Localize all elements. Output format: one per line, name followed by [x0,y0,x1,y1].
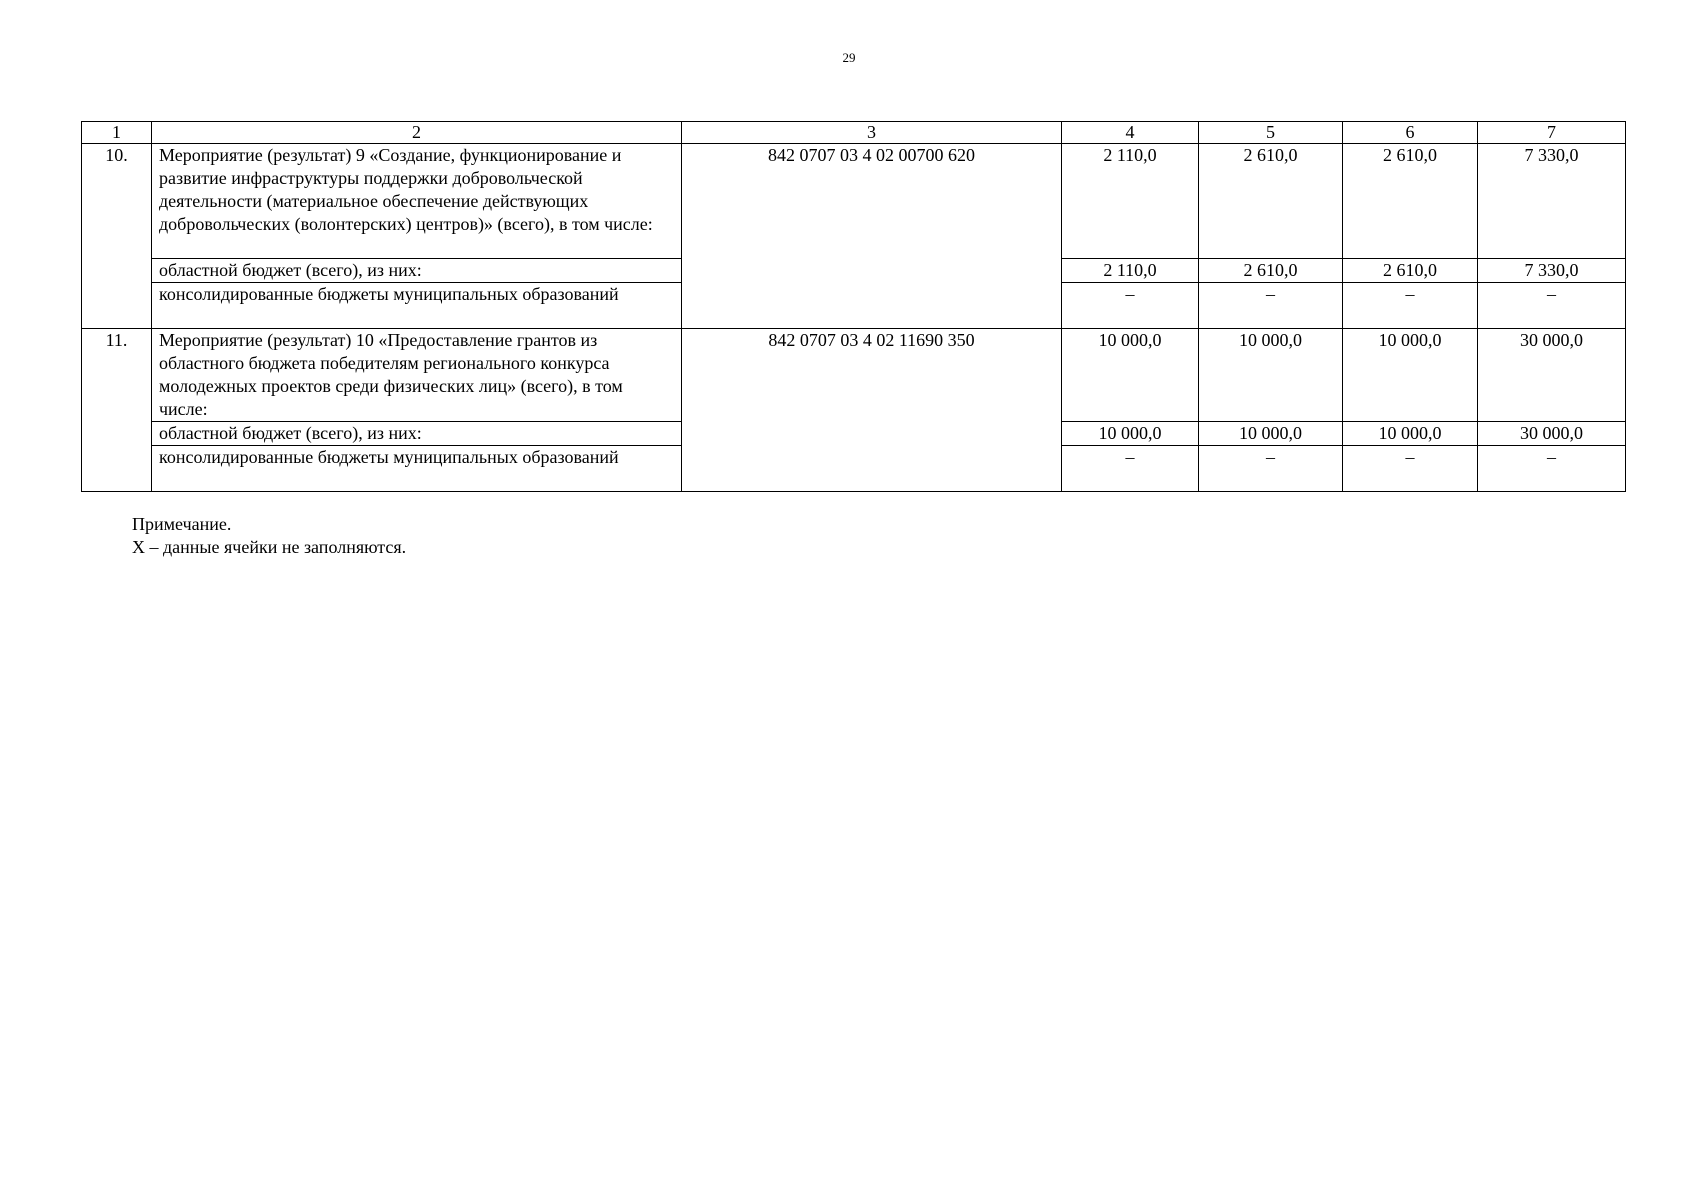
column-header-6: 6 [1343,122,1478,144]
table-header-row [82,122,1626,144]
amount-col5: – [1199,283,1343,329]
amount-col6: – [1343,283,1478,329]
amount-col6: 10 000,0 [1343,422,1478,446]
column-header-5: 5 [1199,122,1343,144]
column-header-1: 1 [82,122,152,144]
column-header-7: 7 [1478,122,1626,144]
amount-col5: 10 000,0 [1199,422,1343,446]
notes-title: Примечание. [132,514,232,534]
amount-col7: – [1478,283,1626,329]
amount-col6: – [1343,446,1478,492]
activity-title: Мероприятие (результат) 9 «Создание, функционирование и развитие инфраструктуры поддержки добровольческой деятельности (материальное обеспечение действующих добровольческих (волонтерских) центров)» (всего), в том числе: [152,144,682,259]
amount-col7: 7 330,0 [1478,259,1626,283]
row-number: 11. [82,329,152,492]
amount-col6: 2 610,0 [1343,259,1478,283]
page-number: 29 [842,50,856,65]
table-row [82,329,1626,422]
notes-text: Х – данные ячейки не заполняются. [132,537,407,557]
amount-col4: 10 000,0 [1062,329,1199,422]
municipal-budgets-label: консолидированные бюджеты муниципальных образований [152,446,682,492]
amount-col5: 2 610,0 [1199,259,1343,283]
budget-table [81,121,1626,492]
amount-col7: 30 000,0 [1478,422,1626,446]
table-row [82,144,1626,259]
notes-section [132,513,406,559]
municipal-budgets-label: консолидированные бюджеты муниципальных образований [152,283,682,329]
activity-title: Мероприятие (результат) 10 «Предоставление грантов из областного бюджета победителям регионального конкурса молодежных проектов среди физических лиц» (всего), в том числе: [152,329,682,422]
column-header-2: 2 [152,122,682,144]
amount-col4: 2 110,0 [1062,259,1199,283]
amount-col7: – [1478,446,1626,492]
amount-col4: – [1062,283,1199,329]
amount-col4: – [1062,446,1199,492]
amount-col6: 2 610,0 [1343,144,1478,259]
amount-col5: – [1199,446,1343,492]
column-header-3: 3 [682,122,1062,144]
column-header-4: 4 [1062,122,1199,144]
budget-code: 842 0707 03 4 02 11690 350 [682,329,1062,492]
regional-budget-label: областной бюджет (всего), из них: [152,259,682,283]
amount-col6: 10 000,0 [1343,329,1478,422]
amount-col4: 10 000,0 [1062,422,1199,446]
regional-budget-label: областной бюджет (всего), из них: [152,422,682,446]
amount-col5: 2 610,0 [1199,144,1343,259]
budget-code: 842 0707 03 4 02 00700 620 [682,144,1062,329]
amount-col7: 7 330,0 [1478,144,1626,259]
amount-col4: 2 110,0 [1062,144,1199,259]
row-number: 10. [82,144,152,329]
amount-col7: 30 000,0 [1478,329,1626,422]
amount-col5: 10 000,0 [1199,329,1343,422]
